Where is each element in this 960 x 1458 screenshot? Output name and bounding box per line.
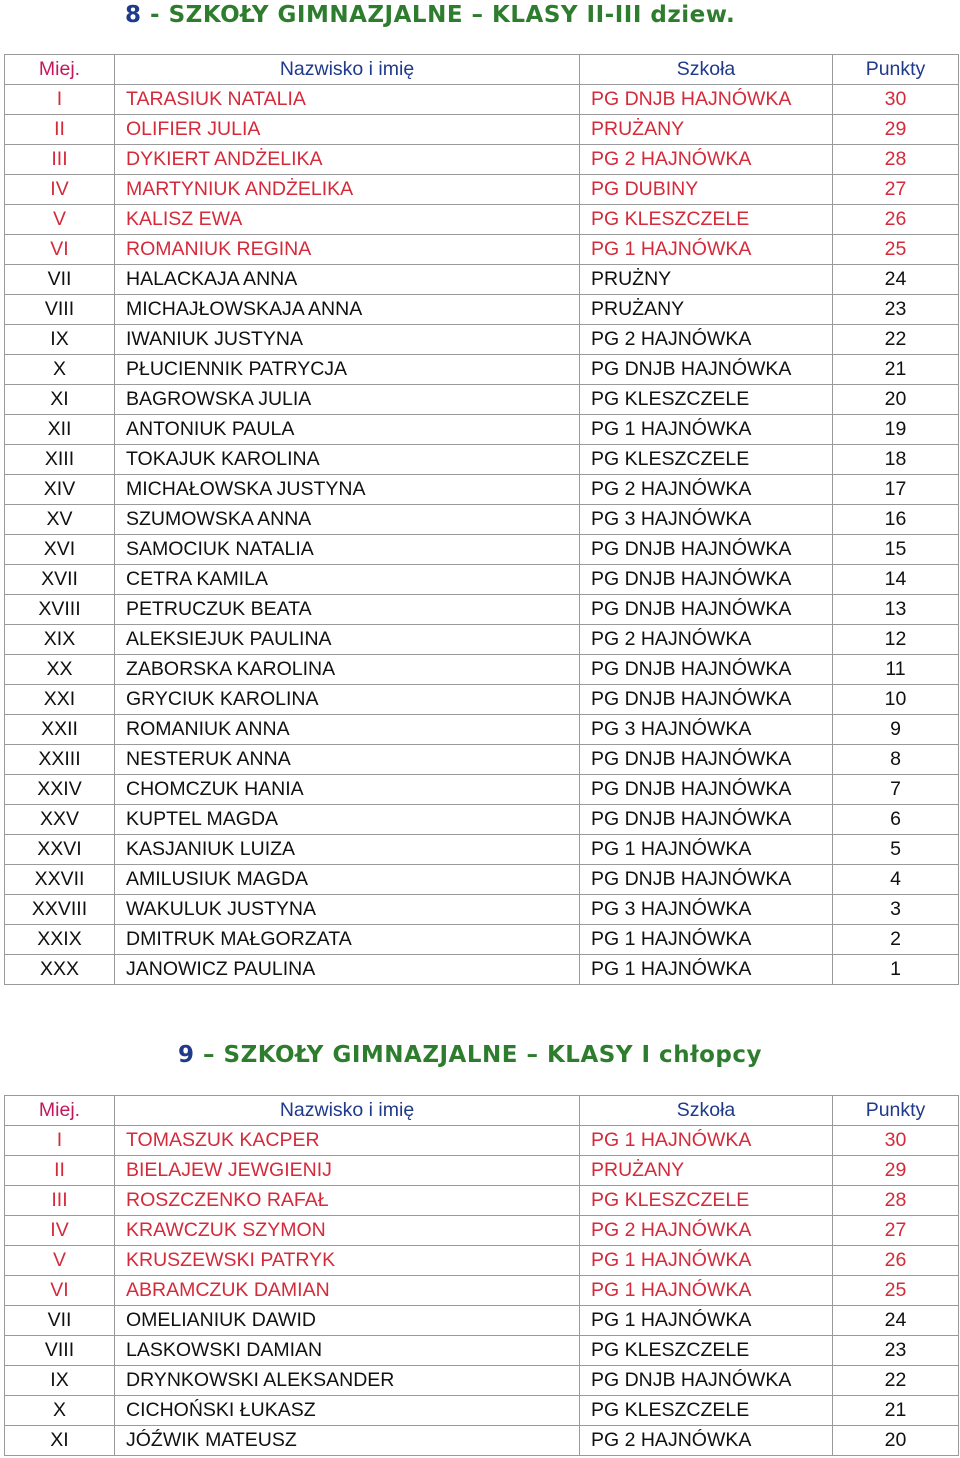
results-table-girls xyxy=(4,54,959,985)
cell-points: 22 xyxy=(833,1366,959,1396)
header-school: Szkoła xyxy=(580,1096,833,1126)
cell-name: LASKOWSKI DAMIAN xyxy=(115,1336,580,1366)
cell-points: 20 xyxy=(833,385,959,415)
cell-points: 3 xyxy=(833,895,959,925)
cell-school: PG 2 HAJNÓWKA xyxy=(580,1216,833,1246)
cell-name: KALISZ EWA xyxy=(115,205,580,235)
cell-points: 27 xyxy=(833,175,959,205)
table-row xyxy=(5,445,959,475)
table-row xyxy=(5,505,959,535)
cell-name: KASJANIUK LUIZA xyxy=(115,835,580,865)
table-row xyxy=(5,715,959,745)
cell-name: WAKULUK JUSTYNA xyxy=(115,895,580,925)
cell-place: IV xyxy=(5,1216,115,1246)
cell-points: 15 xyxy=(833,535,959,565)
cell-points: 14 xyxy=(833,565,959,595)
cell-school: PG KLESZCZELE xyxy=(580,1396,833,1426)
cell-school: PG 1 HAJNÓWKA xyxy=(580,235,833,265)
table-row xyxy=(5,955,959,985)
cell-points: 12 xyxy=(833,625,959,655)
cell-place: XVI xyxy=(5,535,115,565)
cell-points: 24 xyxy=(833,265,959,295)
table-body xyxy=(5,1126,959,1456)
cell-name: ROSZCZENKO RAFAŁ xyxy=(115,1186,580,1216)
cell-school: PG 1 HAJNÓWKA xyxy=(580,415,833,445)
cell-school: PG DNJB HAJNÓWKA xyxy=(580,535,833,565)
table-row xyxy=(5,265,959,295)
cell-place: XIII xyxy=(5,445,115,475)
cell-school: PG 1 HAJNÓWKA xyxy=(580,925,833,955)
cell-name: DRYNKOWSKI ALEKSANDER xyxy=(115,1366,580,1396)
table-row xyxy=(5,1426,959,1456)
cell-school: PG 1 HAJNÓWKA xyxy=(580,955,833,985)
cell-school: PG 1 HAJNÓWKA xyxy=(580,1246,833,1276)
table-row xyxy=(5,535,959,565)
cell-name: GRYCIUK KAROLINA xyxy=(115,685,580,715)
cell-place: XX xyxy=(5,655,115,685)
table-row xyxy=(5,745,959,775)
cell-name: DYKIERT ANDŻELIKA xyxy=(115,145,580,175)
table-header-row xyxy=(5,55,959,85)
cell-school: PG 2 HAJNÓWKA xyxy=(580,325,833,355)
cell-school: PRUŻANY xyxy=(580,295,833,325)
cell-points: 22 xyxy=(833,325,959,355)
header-school: Szkoła xyxy=(580,55,833,85)
table-row xyxy=(5,115,959,145)
table-body xyxy=(5,85,959,985)
cell-name: MARTYNIUK ANDŻELIKA xyxy=(115,175,580,205)
cell-place: VIII xyxy=(5,1336,115,1366)
cell-name: KUPTEL MAGDA xyxy=(115,805,580,835)
cell-points: 10 xyxy=(833,685,959,715)
cell-place: XXV xyxy=(5,805,115,835)
cell-points: 4 xyxy=(833,865,959,895)
table-row xyxy=(5,655,959,685)
cell-points: 2 xyxy=(833,925,959,955)
table-row xyxy=(5,1186,959,1216)
cell-school: PG KLESZCZELE xyxy=(580,205,833,235)
cell-place: I xyxy=(5,85,115,115)
cell-school: PG KLESZCZELE xyxy=(580,385,833,415)
cell-points: 21 xyxy=(833,1396,959,1426)
cell-place: XVIII xyxy=(5,595,115,625)
cell-points: 16 xyxy=(833,505,959,535)
cell-school: PG KLESZCZELE xyxy=(580,445,833,475)
cell-place: X xyxy=(5,355,115,385)
cell-school: PG DNJB HAJNÓWKA xyxy=(580,805,833,835)
table-row xyxy=(5,1396,959,1426)
cell-place: VI xyxy=(5,1276,115,1306)
section-1-title xyxy=(0,0,960,30)
cell-school: PG 2 HAJNÓWKA xyxy=(580,1426,833,1456)
results-table-boys xyxy=(4,1095,959,1456)
cell-name: ROMANIUK ANNA xyxy=(115,715,580,745)
section-2-title-text: – SZKOŁY GIMNAZJALNE – KLASY I chłopcy xyxy=(194,1042,762,1068)
cell-name: NESTERUK ANNA xyxy=(115,745,580,775)
table-row xyxy=(5,355,959,385)
cell-place: XXII xyxy=(5,715,115,745)
cell-points: 25 xyxy=(833,1276,959,1306)
cell-name: AMILUSIUK MAGDA xyxy=(115,865,580,895)
cell-place: XXI xyxy=(5,685,115,715)
table-row xyxy=(5,325,959,355)
cell-school: PG KLESZCZELE xyxy=(580,1336,833,1366)
cell-name: ALEKSIEJUK PAULINA xyxy=(115,625,580,655)
cell-name: JÓŹWIK MATEUSZ xyxy=(115,1426,580,1456)
header-place: Miej. xyxy=(5,55,115,85)
cell-place: XVII xyxy=(5,565,115,595)
cell-place: II xyxy=(5,115,115,145)
section-2-title xyxy=(0,1040,960,1070)
table-row xyxy=(5,895,959,925)
cell-school: PG 2 HAJNÓWKA xyxy=(580,625,833,655)
table-row xyxy=(5,865,959,895)
table-row xyxy=(5,385,959,415)
cell-school: PRUŻANY xyxy=(580,1156,833,1186)
cell-name: BIELAJEW JEWGIENIJ xyxy=(115,1156,580,1186)
cell-place: XXVII xyxy=(5,865,115,895)
table-row xyxy=(5,805,959,835)
cell-school: PG 3 HAJNÓWKA xyxy=(580,895,833,925)
cell-name: SZUMOWSKA ANNA xyxy=(115,505,580,535)
cell-place: IX xyxy=(5,325,115,355)
cell-name: OMELIANIUK DAWID xyxy=(115,1306,580,1336)
cell-place: III xyxy=(5,145,115,175)
cell-school: PG 3 HAJNÓWKA xyxy=(580,505,833,535)
cell-school: PG DUBINY xyxy=(580,175,833,205)
cell-place: VII xyxy=(5,1306,115,1336)
cell-place: XXIV xyxy=(5,775,115,805)
cell-place: XXX xyxy=(5,955,115,985)
cell-school: PG DNJB HAJNÓWKA xyxy=(580,745,833,775)
cell-points: 8 xyxy=(833,745,959,775)
cell-place: XII xyxy=(5,415,115,445)
cell-name: HALACKAJA ANNA xyxy=(115,265,580,295)
cell-name: ROMANIUK REGINA xyxy=(115,235,580,265)
cell-name: MICHAJŁOWSKAJA ANNA xyxy=(115,295,580,325)
cell-name: ANTONIUK PAULA xyxy=(115,415,580,445)
cell-points: 23 xyxy=(833,295,959,325)
cell-points: 9 xyxy=(833,715,959,745)
cell-points: 18 xyxy=(833,445,959,475)
cell-place: IV xyxy=(5,175,115,205)
table-row xyxy=(5,565,959,595)
cell-points: 29 xyxy=(833,115,959,145)
section-1-title-text: - SZKOŁY GIMNAZJALNE – KLASY II-III dziew. xyxy=(141,2,736,28)
cell-school: PG DNJB HAJNÓWKA xyxy=(580,85,833,115)
cell-name: ABRAMCZUK DAMIAN xyxy=(115,1276,580,1306)
table-row xyxy=(5,205,959,235)
cell-points: 23 xyxy=(833,1336,959,1366)
cell-name: KRUSZEWSKI PATRYK xyxy=(115,1246,580,1276)
cell-school: PG 1 HAJNÓWKA xyxy=(580,1306,833,1336)
cell-name: PETRUCZUK BEATA xyxy=(115,595,580,625)
table-row xyxy=(5,1156,959,1186)
cell-place: IX xyxy=(5,1366,115,1396)
cell-place: VIII xyxy=(5,295,115,325)
cell-place: I xyxy=(5,1126,115,1156)
cell-school: PG DNJB HAJNÓWKA xyxy=(580,775,833,805)
cell-school: PG DNJB HAJNÓWKA xyxy=(580,865,833,895)
cell-school: PG DNJB HAJNÓWKA xyxy=(580,1366,833,1396)
table-row xyxy=(5,1306,959,1336)
cell-place: XIX xyxy=(5,625,115,655)
table-row xyxy=(5,1216,959,1246)
cell-school: PG KLESZCZELE xyxy=(580,1186,833,1216)
cell-name: TOMASZUK KACPER xyxy=(115,1126,580,1156)
cell-place: XI xyxy=(5,1426,115,1456)
cell-place: V xyxy=(5,1246,115,1276)
cell-name: SAMOCIUK NATALIA xyxy=(115,535,580,565)
cell-points: 28 xyxy=(833,145,959,175)
cell-school: PG 1 HAJNÓWKA xyxy=(580,1276,833,1306)
cell-name: CHOMCZUK HANIA xyxy=(115,775,580,805)
cell-place: XXIII xyxy=(5,745,115,775)
header-place: Miej. xyxy=(5,1096,115,1126)
table-row xyxy=(5,175,959,205)
cell-points: 7 xyxy=(833,775,959,805)
cell-name: CICHOŃSKI ŁUKASZ xyxy=(115,1396,580,1426)
cell-points: 26 xyxy=(833,205,959,235)
cell-place: XXIX xyxy=(5,925,115,955)
section-2-number: 9 xyxy=(177,1042,195,1068)
cell-school: PG DNJB HAJNÓWKA xyxy=(580,565,833,595)
cell-name: KRAWCZUK SZYMON xyxy=(115,1216,580,1246)
cell-school: PRUŻANY xyxy=(580,115,833,145)
cell-name: TOKAJUK KAROLINA xyxy=(115,445,580,475)
table-row xyxy=(5,775,959,805)
cell-school: PG DNJB HAJNÓWKA xyxy=(580,685,833,715)
cell-points: 5 xyxy=(833,835,959,865)
cell-name: DMITRUK MAŁGORZATA xyxy=(115,925,580,955)
cell-points: 21 xyxy=(833,355,959,385)
cell-points: 29 xyxy=(833,1156,959,1186)
cell-name: OLIFIER JULIA xyxy=(115,115,580,145)
cell-points: 19 xyxy=(833,415,959,445)
table-row xyxy=(5,1366,959,1396)
table-row xyxy=(5,415,959,445)
cell-name: JANOWICZ PAULINA xyxy=(115,955,580,985)
cell-name: CETRA KAMILA xyxy=(115,565,580,595)
table-row xyxy=(5,145,959,175)
cell-points: 11 xyxy=(833,655,959,685)
cell-points: 6 xyxy=(833,805,959,835)
header-points: Punkty xyxy=(833,55,959,85)
cell-points: 27 xyxy=(833,1216,959,1246)
cell-school: PG 1 HAJNÓWKA xyxy=(580,835,833,865)
cell-place: X xyxy=(5,1396,115,1426)
cell-school: PG 2 HAJNÓWKA xyxy=(580,145,833,175)
cell-school: PRUŻNY xyxy=(580,265,833,295)
cell-name: MICHAŁOWSKA JUSTYNA xyxy=(115,475,580,505)
table-row xyxy=(5,295,959,325)
header-name: Nazwisko i imię xyxy=(115,1096,580,1126)
cell-name: IWANIUK JUSTYNA xyxy=(115,325,580,355)
cell-points: 30 xyxy=(833,85,959,115)
cell-place: VII xyxy=(5,265,115,295)
cell-school: PG DNJB HAJNÓWKA xyxy=(580,595,833,625)
cell-place: II xyxy=(5,1156,115,1186)
cell-name: ZABORSKA KAROLINA xyxy=(115,655,580,685)
table-row xyxy=(5,235,959,265)
cell-place: VI xyxy=(5,235,115,265)
table-row xyxy=(5,925,959,955)
cell-place: XI xyxy=(5,385,115,415)
cell-points: 25 xyxy=(833,235,959,265)
cell-school: PG 2 HAJNÓWKA xyxy=(580,475,833,505)
cell-name: BAGROWSKA JULIA xyxy=(115,385,580,415)
table-row xyxy=(5,595,959,625)
table-row xyxy=(5,1126,959,1156)
cell-school: PG 3 HAJNÓWKA xyxy=(580,715,833,745)
table-row xyxy=(5,685,959,715)
cell-points: 17 xyxy=(833,475,959,505)
cell-place: XXVIII xyxy=(5,895,115,925)
table-row xyxy=(5,835,959,865)
table-row xyxy=(5,85,959,115)
cell-place: III xyxy=(5,1186,115,1216)
cell-school: PG DNJB HAJNÓWKA xyxy=(580,355,833,385)
cell-school: PG DNJB HAJNÓWKA xyxy=(580,655,833,685)
header-points: Punkty xyxy=(833,1096,959,1126)
table-header-row xyxy=(5,1096,959,1126)
header-name: Nazwisko i imię xyxy=(115,55,580,85)
cell-points: 13 xyxy=(833,595,959,625)
table-row xyxy=(5,1276,959,1306)
table-row xyxy=(5,475,959,505)
table-row xyxy=(5,1336,959,1366)
section-1-number: 8 xyxy=(125,2,142,28)
cell-points: 30 xyxy=(833,1126,959,1156)
cell-points: 28 xyxy=(833,1186,959,1216)
cell-name: TARASIUK NATALIA xyxy=(115,85,580,115)
cell-place: XIV xyxy=(5,475,115,505)
cell-points: 1 xyxy=(833,955,959,985)
table-row xyxy=(5,1246,959,1276)
table-row xyxy=(5,625,959,655)
cell-points: 20 xyxy=(833,1426,959,1456)
cell-points: 26 xyxy=(833,1246,959,1276)
cell-name: PŁUCIENNIK PATRYCJA xyxy=(115,355,580,385)
cell-place: V xyxy=(5,205,115,235)
cell-place: XXVI xyxy=(5,835,115,865)
cell-place: XV xyxy=(5,505,115,535)
cell-school: PG 1 HAJNÓWKA xyxy=(580,1126,833,1156)
cell-points: 24 xyxy=(833,1306,959,1336)
